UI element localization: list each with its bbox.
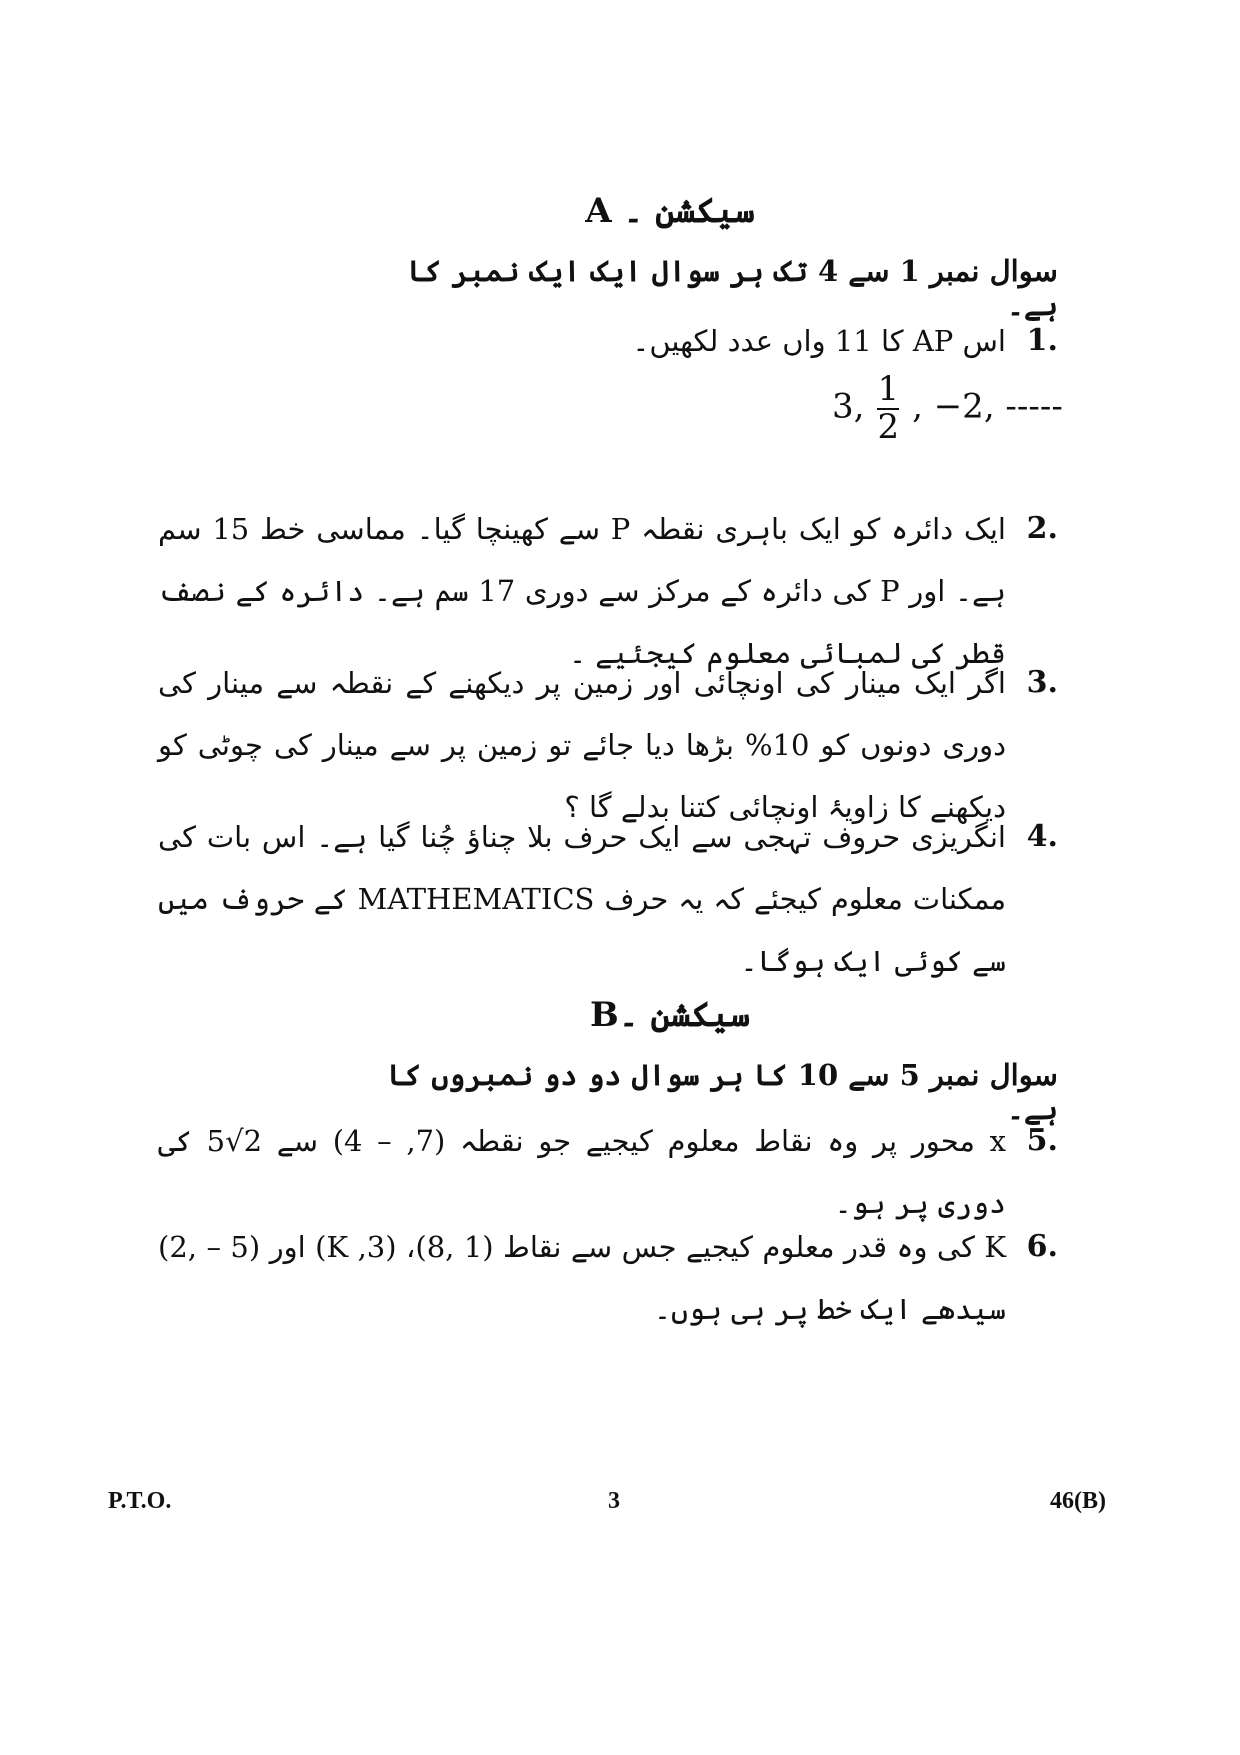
section-a-title: سیکشن ۔ A <box>585 191 755 231</box>
section-a-instruction: سوال نمبر 1 سے 4 تک ہر سوال ایک ایک نمبر کا ہے۔ <box>407 254 1058 322</box>
question-4 <box>158 806 1058 978</box>
question-number: 3. <box>1026 665 1058 700</box>
question-text: ایک دائرہ کو ایک باہری نقطہ P سے کھینچا گیا۔ مماسی خط 15 سم ہے۔ اور P کی دائرہ کے مرکز سے دوری 17 سم ہے۔ دائرہ کے نصف قطر کی لمبائی معلوم کیجئیے ۔ <box>158 512 1007 670</box>
fraction <box>877 369 900 447</box>
question-text: K کی وہ قدر معلوم کیجیے جس سے نقاط (1 ,8)، (3, K) اور (5 – ,2) سیدھے ایک خط پر ہی ہوں۔ <box>158 1230 1007 1326</box>
question-number: 4. <box>1026 819 1058 854</box>
question-text: x محور پر وہ نقاط معلوم کیجیے جو نقطہ (7, – 4) سے 2√5 کی دوری پر ہو۔ <box>158 1124 1007 1220</box>
ap-sequence <box>832 369 1063 447</box>
section-b-title: سیکشن ۔B <box>589 995 751 1035</box>
page-number: 3 <box>608 1488 620 1514</box>
question-number: 2. <box>1026 511 1058 546</box>
question-number: 5. <box>1026 1123 1058 1158</box>
math-term: , −2, ----- <box>912 386 1063 427</box>
question-text: اگر ایک مینار کی اونچائی اور زمین پر دیکھنے کے نقطہ سے مینار کی دوری دونوں کو 10% بڑھا دیا جائے تو زمین پر سے مینار کی چوٹی کو دیکھنے کا زاویۂ اونچائی کتنا بدلے گا ؟ <box>158 666 1006 824</box>
question-3 <box>158 652 1058 824</box>
paper-code: 46(B) <box>1050 1488 1106 1514</box>
question-number: 1. <box>1026 323 1058 358</box>
question-6 <box>158 1216 1058 1346</box>
question-1 <box>158 310 1058 380</box>
fraction-numerator: 1 <box>877 369 900 409</box>
question-5 <box>158 1110 1058 1220</box>
fraction-denominator: 2 <box>877 406 900 447</box>
section-b-instruction: سوال نمبر 5 سے 10 کا ہر سوال دو دو نمبروں کا ہے۔ <box>387 1058 1058 1126</box>
math-term: 3, <box>832 386 865 427</box>
question-2 <box>158 498 1058 670</box>
question-number: 6. <box>1026 1229 1058 1264</box>
question-text: انگریزی حروف تہجی سے ایک حرف بلا چناؤ چُنا گیا ہے۔ اس بات کی ممکنات معلوم کیجئے کہ یہ حرف MATHEMATICS کے حروف میں سے کوئی ایک ہوگا۔ <box>158 820 1007 978</box>
footer-pto: P.T.O. <box>108 1488 172 1514</box>
question-text: اس AP کا 11 واں عدد لکھیں۔ <box>632 324 1006 358</box>
